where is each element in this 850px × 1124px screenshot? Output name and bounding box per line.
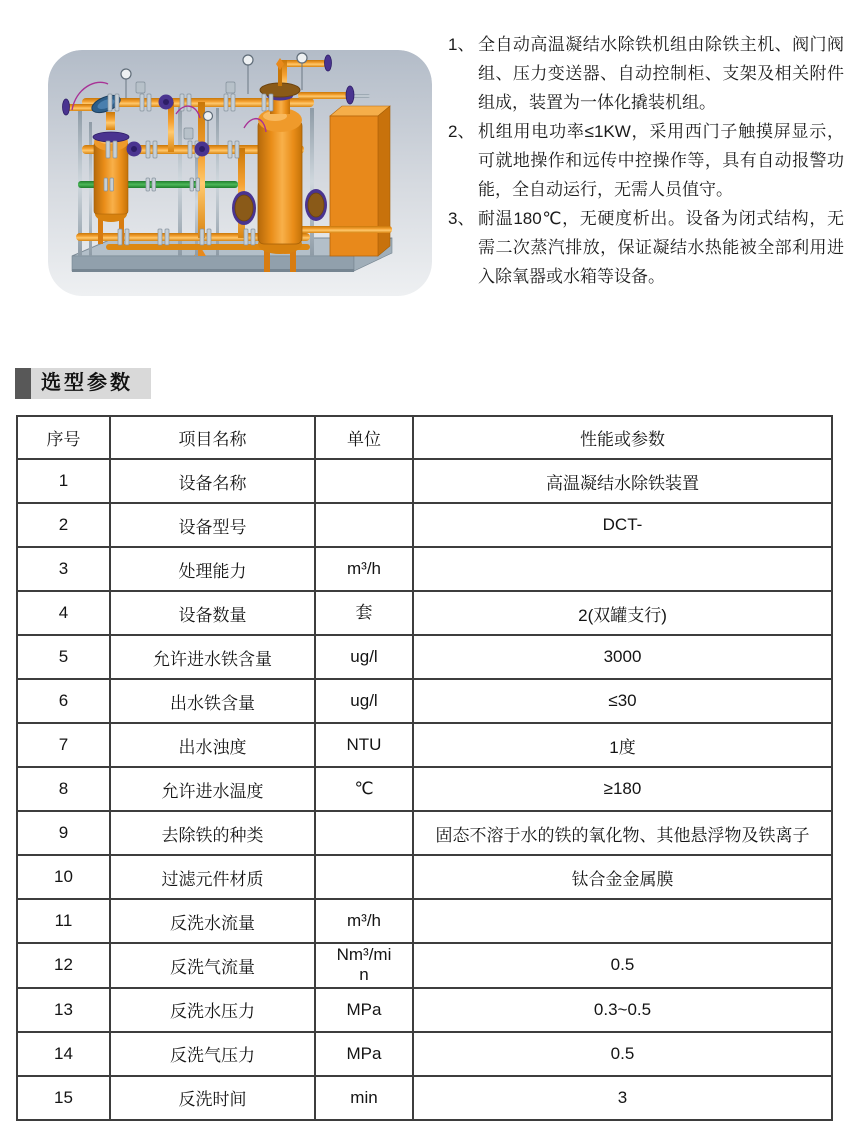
unit-text: 套: [355, 602, 373, 622]
cell-unit: [315, 767, 413, 811]
cell-item-name: 反洗气压力: [110, 1032, 315, 1076]
table-row: [17, 459, 832, 503]
table-header-row: [17, 416, 832, 459]
table-row: [17, 503, 832, 547]
cell-value: 0.3~0.5: [413, 988, 832, 1032]
cell-item-name: 设备名称: [110, 459, 315, 503]
section-title: 选型参数: [31, 368, 151, 399]
equipment-photo: [48, 50, 432, 296]
intro-item-text: 全自动高温凝结水除铁机组由除铁主机、阀门阀组、压力变送器、自动控制柜、支架及相关附件组成，装置为一体化撬装机组。: [478, 35, 844, 112]
cell-item-name: 过滤元件材质: [110, 855, 315, 899]
cell-item-name: 反洗水流量: [110, 899, 315, 943]
table-row: [17, 1032, 832, 1076]
cell-unit: [315, 811, 413, 855]
header-item: 项目名称: [110, 416, 315, 459]
cell-value: 1度: [413, 723, 832, 767]
cell-index: 7: [17, 723, 110, 767]
intro-item-number: 1、: [448, 35, 475, 54]
cell-value: 0.5: [413, 943, 832, 988]
table-row: [17, 547, 832, 591]
intro-item-1: [448, 30, 844, 117]
intro-item-number: 3、: [448, 209, 475, 228]
cell-index: 3: [17, 547, 110, 591]
cell-value: 固态不溶于水的铁的氧化物、其他悬浮物及铁离子: [413, 811, 832, 855]
table-row: [17, 899, 832, 943]
cell-index: 4: [17, 591, 110, 635]
cell-index: 11: [17, 899, 110, 943]
cell-unit: [315, 1032, 413, 1076]
cell-value: 3000: [413, 635, 832, 679]
unit-text: m³/h: [347, 558, 381, 578]
cell-item-name: 去除铁的种类: [110, 811, 315, 855]
cell-item-name: 反洗气流量: [110, 943, 315, 988]
cell-item-name: 出水铁含量: [110, 679, 315, 723]
control-cabinet: [330, 106, 390, 256]
cell-item-name: 反洗水压力: [110, 988, 315, 1032]
cell-value: ≤30: [413, 679, 832, 723]
section-header: [15, 368, 151, 399]
cell-item-name: 反洗时间: [110, 1076, 315, 1120]
cell-value: [413, 899, 832, 943]
cell-item-name: 处理能力: [110, 547, 315, 591]
unit-text: ℃: [354, 778, 374, 798]
cell-item-name: 允许进水温度: [110, 767, 315, 811]
intro-item-3: [448, 204, 844, 291]
cell-item-name: 设备型号: [110, 503, 315, 547]
equipment-illustration: [48, 50, 432, 296]
cell-unit: [315, 547, 413, 591]
cell-value: DCT-: [413, 503, 832, 547]
cell-unit: [315, 591, 413, 635]
intro-item-number: 2、: [448, 122, 475, 141]
cell-index: 15: [17, 1076, 110, 1120]
cell-item-name: 允许进水铁含量: [110, 635, 315, 679]
params-table-body: [17, 459, 832, 1120]
header-index: 序号: [17, 416, 110, 459]
cell-unit: [315, 988, 413, 1032]
cell-value: ≥180: [413, 767, 832, 811]
table-row: [17, 767, 832, 811]
table-row: [17, 943, 832, 988]
cell-index: 13: [17, 988, 110, 1032]
cell-index: 5: [17, 635, 110, 679]
unit-text: min: [350, 1087, 378, 1107]
unit-text: MPa: [346, 1043, 382, 1063]
header-unit: 单位: [315, 416, 413, 459]
cell-value: 0.5: [413, 1032, 832, 1076]
cell-item-name: 出水浊度: [110, 723, 315, 767]
intro-item-text: 机组用电功率≤1KW，采用西门子触摸屏显示，可就地操作和远传中控操作等，具有自动报警功能，全自动运行，无需人员值守。: [478, 122, 844, 199]
cell-index: 9: [17, 811, 110, 855]
unit-text: m³/h: [347, 910, 381, 930]
cell-unit: [315, 723, 413, 767]
table-row: [17, 1076, 832, 1120]
table-row: [17, 635, 832, 679]
cell-index: 2: [17, 503, 110, 547]
unit-text: ug/l: [350, 646, 378, 666]
table-row: [17, 591, 832, 635]
cell-index: 12: [17, 943, 110, 988]
intro-item-2: [448, 117, 844, 204]
cell-value: 钛合金金属膜: [413, 855, 832, 899]
unit-text: ug/l: [350, 690, 378, 710]
cell-index: 1: [17, 459, 110, 503]
cell-value: 高温凝结水除铁装置: [413, 459, 832, 503]
table-row: [17, 723, 832, 767]
table-row: [17, 855, 832, 899]
cell-unit: [315, 503, 413, 547]
params-table: [16, 415, 833, 1121]
unit-text: Nm³/min: [336, 945, 392, 985]
cell-index: 6: [17, 679, 110, 723]
cell-value: 2(双罐支行): [413, 591, 832, 635]
table-row: [17, 988, 832, 1032]
cell-index: 14: [17, 1032, 110, 1076]
cell-unit: [315, 1076, 413, 1120]
unit-text: MPa: [346, 999, 382, 1019]
cell-unit: [315, 459, 413, 503]
intro-list: [448, 30, 844, 291]
table-row: [17, 679, 832, 723]
cell-unit: [315, 943, 413, 988]
cell-unit: [315, 855, 413, 899]
cell-item-name: 设备数量: [110, 591, 315, 635]
cell-value: [413, 547, 832, 591]
cell-unit: [315, 635, 413, 679]
cell-value: 3: [413, 1076, 832, 1120]
cell-index: 10: [17, 855, 110, 899]
section-marker: [15, 368, 31, 399]
table-row: [17, 811, 832, 855]
cell-index: 8: [17, 767, 110, 811]
params-table-head: [17, 416, 832, 459]
intro-item-text: 耐温180℃，无硬度析出。设备为闭式结构，无需二次蒸汽排放，保证凝结水热能被全部利用进入除氧器或水箱等设备。: [478, 209, 844, 286]
cell-unit: [315, 679, 413, 723]
unit-text: NTU: [346, 734, 382, 754]
cell-unit: [315, 899, 413, 943]
header-value: 性能或参数: [413, 416, 832, 459]
